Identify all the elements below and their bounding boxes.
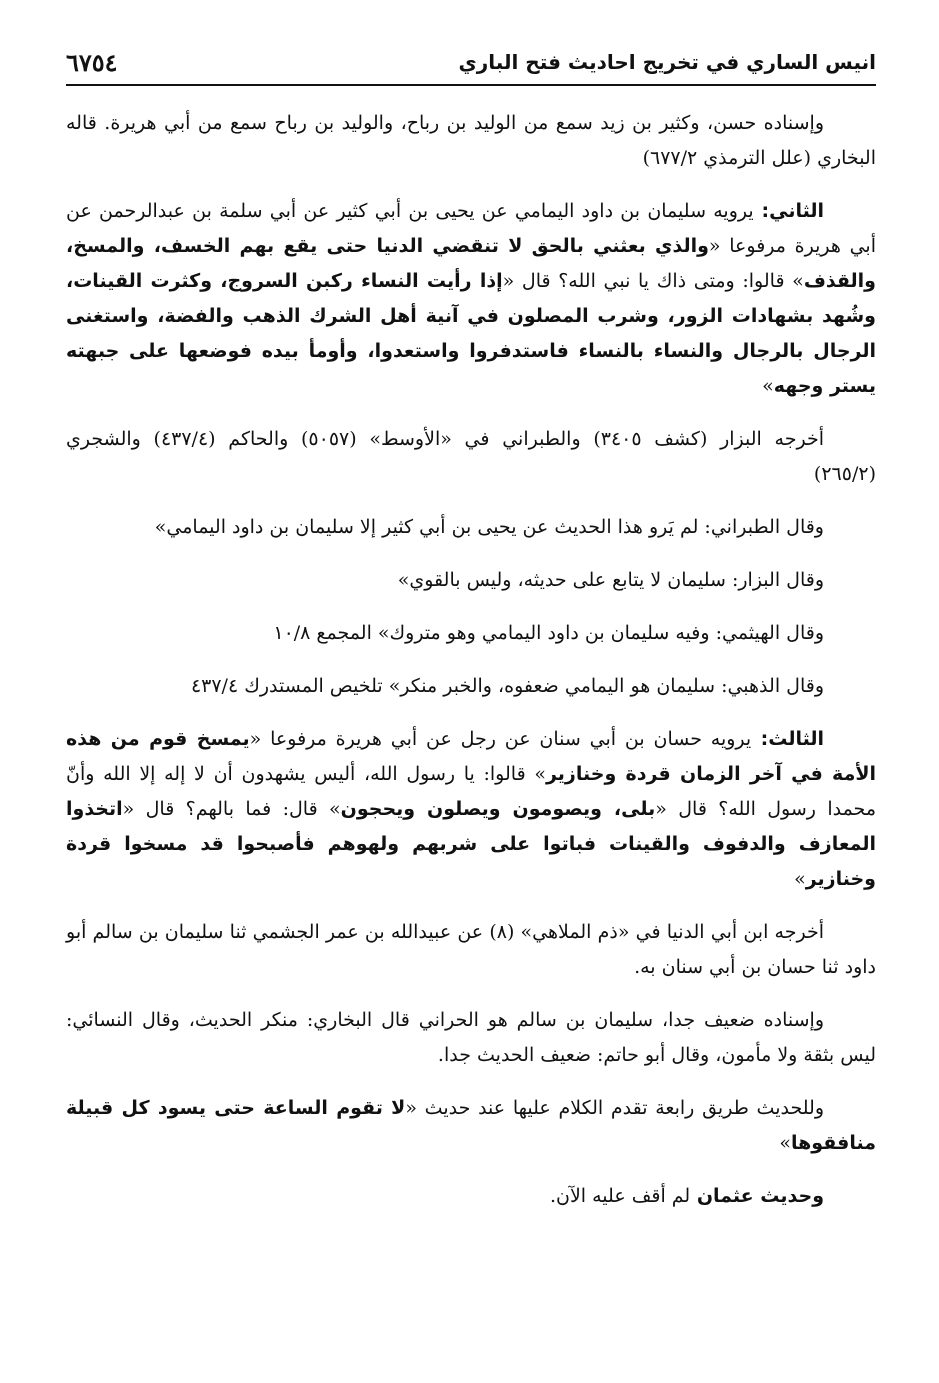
paragraph-p11 xyxy=(66,1091,876,1161)
bold-text-segment: وحديث عثمان xyxy=(690,1185,824,1207)
paragraph-p8 xyxy=(66,722,876,897)
text-segment: » xyxy=(794,868,806,890)
page-number: ٦٧٥٤ xyxy=(66,47,118,77)
text-segment: وقال الذهبي: سليمان هو اليمامي ضعفوه، والخبر منكر» تلخيص المستدرك ٤٣٧/٤ xyxy=(190,675,824,697)
paragraph-p3 xyxy=(66,422,876,492)
text-segment: وقال البزار: سليمان لا يتابع على حديثه، وليس بالقوي» xyxy=(397,569,824,591)
text-segment: وقال الهيثمي: وفيه سليمان بن داود اليمامي وهو متروك» المجمع ١٠/٨ xyxy=(273,622,824,644)
text-segment: » قالوا: ومتى ذاك يا نبي الله؟ قال « xyxy=(502,270,804,292)
bold-text-segment: إذا رأيت النساء ركبن السروج، وكثرت القينات، وشُهد بشهادات الزور، وشرب المصلون في آنية أهل الشرك الذهب والفضة، واستغنى الرجال بالرجال والنساء بالنساء فاستدفروا واستعدوا، وأومأ بيده فوضعها على جبهته يستر وجهه xyxy=(66,270,876,397)
bold-text-segment: الثاني: xyxy=(753,200,824,222)
bold-text-segment: الثالث: xyxy=(751,728,825,750)
paragraph-p7 xyxy=(66,669,876,704)
text-segment: وإسناده ضعيف جدا، سليمان بن سالم هو الحراني قال البخاري: منكر الحديث، وقال النسائي: ليس بثقة ولا مأمون، وقال أبو حاتم: ضعيف الحديث جدا. xyxy=(66,1009,876,1066)
text-segment: وللحديث طريق رابعة تقدم الكلام عليها عند حديث « xyxy=(405,1097,824,1119)
page-body xyxy=(66,106,876,1232)
paragraph-p6 xyxy=(66,616,876,651)
text-segment: » قال: فما بالهم؟ قال « xyxy=(122,798,341,820)
paragraph-p2 xyxy=(66,194,876,404)
text-segment: وقال الطبراني: لم يَرو هذا الحديث عن يحيى بن أبي كثير إلا سليمان بن داود اليمامي» xyxy=(154,516,824,538)
paragraph-p12 xyxy=(66,1179,876,1214)
text-segment: » xyxy=(762,375,774,397)
text-segment: أخرجه ابن أبي الدنيا في «ذم الملاهي» (٨) عن عبيدالله بن عمر الجشمي ثنا سليمان بن سالم أبو داود ثنا حسان بن أبي سنان به. xyxy=(66,921,876,978)
paragraph-p10 xyxy=(66,1003,876,1073)
text-segment: أخرجه البزار (كشف ٣٤٠٥) والطبراني في «الأوسط» (٥٠٥٧) والحاكم (٤٣٧/٤) والشجري (٢٦٥/٢) xyxy=(66,428,876,485)
text-segment: » قالوا: يا رسول الله، أليس يشهدون أن لا إله إلا الله وأنّ محمدا رسول الله؟ قال « xyxy=(66,763,876,820)
text-segment: يرويه سليمان بن داود اليمامي عن يحيى بن أبي كثير عن أبي سلمة بن عبدالرحمن عن أبي هريرة مرفوعا « xyxy=(66,200,877,257)
text-segment: » xyxy=(779,1132,791,1154)
text-segment: يرويه حسان بن أبي سنان عن رجل عن أبي هريرة مرفوعا « xyxy=(249,728,752,750)
paragraph-p4 xyxy=(66,510,876,545)
bold-text-segment: بلى، ويصومون ويصلون ويحجون xyxy=(340,798,656,820)
paragraph-p5 xyxy=(66,563,876,598)
bold-text-segment: والذي بعثني بالحق لا تنقضي الدنيا حتى يقع بهم الخسف، والمسخ، والقذف xyxy=(66,235,876,292)
paragraph-p1 xyxy=(66,106,876,176)
paragraph-p9 xyxy=(66,915,876,985)
header-divider xyxy=(66,84,876,86)
page-header xyxy=(66,42,876,82)
bold-text-segment: لا تقوم الساعة حتى يسود كل قبيلة منافقوها xyxy=(66,1097,876,1154)
text-segment: وإسناده حسن، وكثير بن زيد سمع من الوليد بن رباح، والوليد بن رباح سمع من أبي هريرة. قاله البخاري (علل الترمذي ٦٧٧/٢) xyxy=(66,112,876,169)
bold-text-segment: يمسخ قوم من هذه الأمة في آخر الزمان قردة وخنازير xyxy=(66,728,876,785)
running-title: انيس الساري في تخريج احاديث فتح الباري xyxy=(458,50,876,74)
bold-text-segment: اتخذوا المعازف والدفوف والقينات فباتوا على شربهم ولهوهم فأصبحوا قد مسخوا قردة وخنازير xyxy=(66,798,876,890)
text-segment: لم أقف عليه الآن. xyxy=(549,1185,691,1207)
